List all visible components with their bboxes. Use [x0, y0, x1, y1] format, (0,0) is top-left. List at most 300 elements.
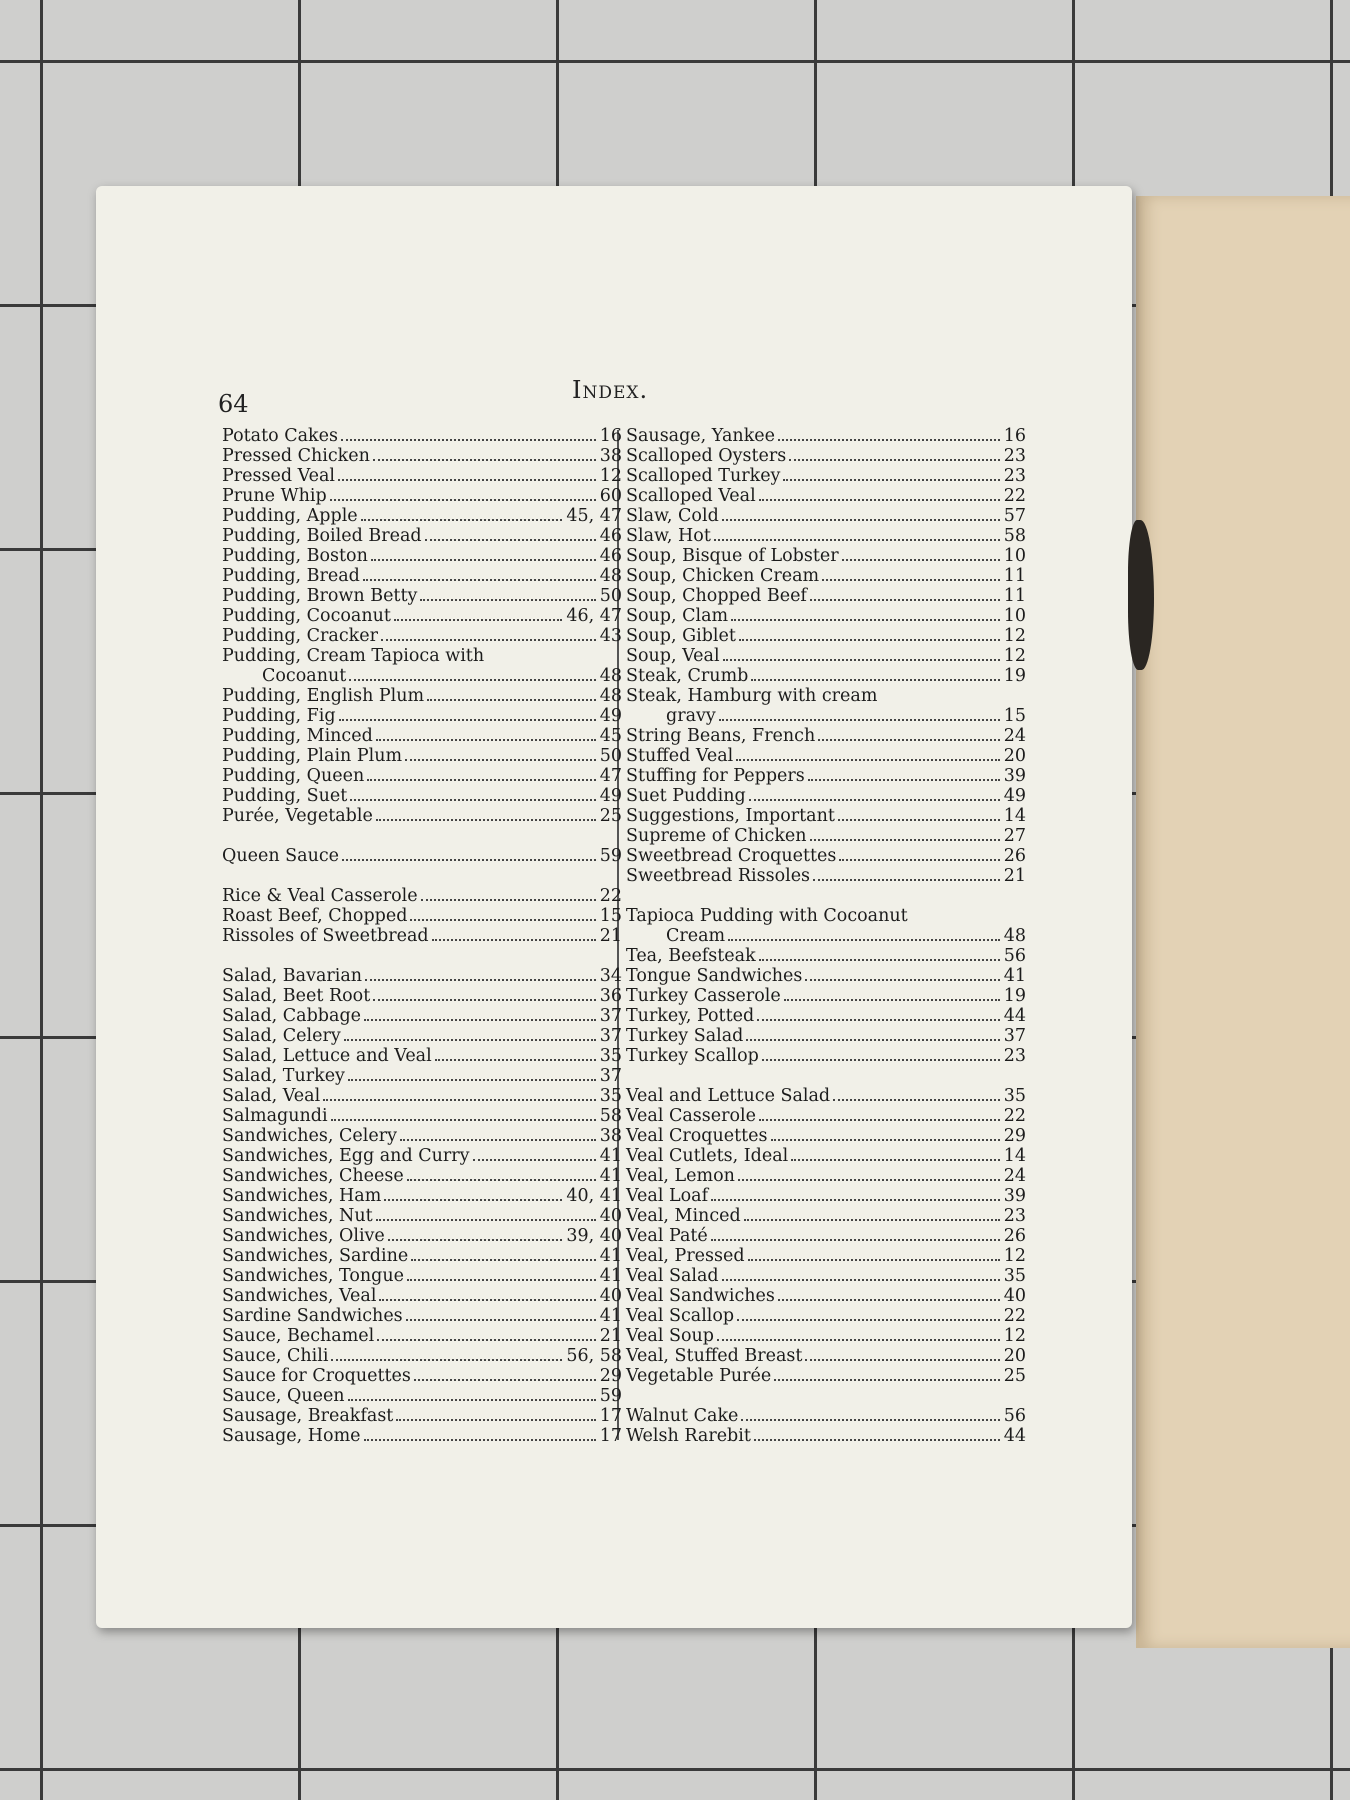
book-page — [96, 186, 1132, 1628]
index-entry-page: 60 — [599, 486, 622, 506]
index-entry-label: Veal Croquettes — [626, 1126, 768, 1146]
index-entry-label: Veal, Minced — [626, 1206, 741, 1226]
index-entry-page: 22 — [1003, 1306, 1026, 1326]
index-entry — [626, 686, 1026, 706]
index-entry-page: 48 — [599, 566, 622, 586]
index-entry-page: 38 — [599, 446, 622, 466]
index-entry-page: 10 — [1003, 546, 1026, 566]
index-entry — [626, 646, 1026, 666]
index-entry — [222, 566, 622, 586]
leader-dots — [722, 1279, 1000, 1281]
index-entry-label: Salad, Veal — [222, 1086, 321, 1106]
index-entry — [626, 1086, 1026, 1106]
index-entry-page: 35 — [599, 1046, 622, 1066]
leader-dots — [739, 639, 1000, 641]
index-entry-page: 12 — [1003, 646, 1026, 666]
leader-dots — [711, 1239, 1000, 1241]
index-entry-page: 47 — [599, 766, 622, 786]
index-entry-page: 20 — [1003, 1346, 1026, 1366]
index-entry — [626, 586, 1026, 606]
index-entry-page: 46 — [599, 526, 622, 546]
index-entry-label: Pudding, Brown Betty — [222, 586, 418, 606]
leader-dots — [751, 679, 999, 681]
index-entry-page: 49 — [599, 706, 622, 726]
index-entry-page: 21 — [1003, 866, 1026, 886]
index-entry — [626, 426, 1026, 446]
leader-dots — [341, 439, 596, 441]
index-entry-page: 39, 40 — [566, 1226, 622, 1246]
index-entry — [222, 926, 622, 946]
index-entry — [222, 706, 622, 726]
index-entry — [222, 1406, 622, 1426]
page-number: 64 — [218, 390, 249, 418]
index-entry-label: Veal, Stuffed Breast — [626, 1346, 803, 1366]
index-entry-page: 41 — [599, 1246, 622, 1266]
index-entry-label: Salad, Cabbage — [222, 1006, 362, 1026]
page-tear — [1128, 520, 1154, 670]
index-entry — [222, 426, 622, 446]
index-entry-page: 56 — [1003, 946, 1026, 966]
index-entry-page: 48 — [599, 686, 622, 706]
leader-dots — [771, 1139, 1000, 1141]
index-entry-page: 45 — [599, 726, 622, 746]
index-entry-label: Soup, Veal — [626, 646, 720, 666]
index-entry-page: 50 — [599, 746, 622, 766]
index-entry — [222, 1346, 622, 1366]
index-entry-page: 26 — [1003, 1226, 1026, 1246]
index-entry — [222, 846, 622, 866]
leader-dots — [759, 499, 1000, 501]
index-entry-label: Roast Beef, Chopped — [222, 906, 408, 926]
leader-dots — [810, 599, 1000, 601]
index-entry — [626, 1206, 1026, 1226]
index-entry-page: 10 — [1003, 606, 1026, 626]
leader-dots — [789, 459, 999, 461]
leader-dots — [741, 1419, 999, 1421]
index-entry-label: Sandwiches, Tongue — [222, 1266, 404, 1286]
leader-dots — [361, 519, 563, 521]
leader-dots — [808, 779, 1000, 781]
index-entry-label: Steak, Crumb — [626, 666, 749, 686]
index-entry-label: Salad, Beet Root — [222, 986, 371, 1006]
index-entry — [626, 1266, 1026, 1286]
index-entry — [626, 1246, 1026, 1266]
index-entry-label: Soup, Clam — [626, 606, 729, 626]
index-column-left — [222, 426, 622, 1446]
index-entry-page: 21 — [599, 1326, 622, 1346]
leader-dots — [719, 719, 1000, 721]
index-entry-label: Pudding, Cream Tapioca with — [222, 646, 485, 666]
index-entry-label: Sandwiches, Sardine — [222, 1246, 409, 1266]
index-entry-page: 35 — [1003, 1266, 1026, 1286]
index-entry-label: Sweetbread Croquettes — [626, 846, 837, 866]
index-entry — [626, 546, 1026, 566]
index-entry-label: Soup, Chicken Cream — [626, 566, 820, 586]
index-entry-label: Sauce for Croquettes — [222, 1366, 411, 1386]
page-title: Index. — [572, 376, 649, 404]
index-entry-label: Scalloped Veal — [626, 486, 756, 506]
index-entry — [626, 1326, 1026, 1346]
index-entry — [626, 986, 1026, 1006]
index-entry — [222, 1206, 622, 1226]
index-entry-label: Sandwiches, Egg and Curry — [222, 1146, 470, 1166]
index-entry — [222, 786, 622, 806]
leader-dots — [759, 959, 1000, 961]
index-entry — [626, 966, 1026, 986]
index-entry-label: Salad, Bavarian — [222, 966, 363, 986]
index-entry-label: Sardine Sandwiches — [222, 1306, 403, 1326]
index-entry-label: Cocoanut — [262, 666, 347, 686]
leader-dots — [738, 1179, 1000, 1181]
index-entry-page: 49 — [1003, 786, 1026, 806]
index-entry-page: 41 — [1003, 966, 1026, 986]
index-entry-label: Soup, Bisque of Lobster — [626, 546, 839, 566]
index-entry-page: 38 — [599, 1126, 622, 1146]
index-entry-page: 29 — [599, 1366, 622, 1386]
leader-dots — [822, 579, 1000, 581]
index-entry — [626, 1426, 1026, 1446]
index-entry-page: 37 — [599, 1066, 622, 1086]
leader-dots — [818, 739, 999, 741]
index-entry — [222, 746, 622, 766]
index-entry — [222, 906, 622, 926]
leader-dots — [749, 799, 1000, 801]
index-entry — [626, 1106, 1026, 1126]
index-entry-label: Pudding, Boiled Bread — [222, 526, 422, 546]
index-entry — [626, 626, 1026, 646]
index-entry — [222, 1126, 622, 1146]
index-entry-label: Veal, Pressed — [626, 1246, 745, 1266]
index-entry-label: Veal Soup — [626, 1326, 714, 1346]
index-entry-label: Sauce, Queen — [222, 1386, 345, 1406]
leader-dots — [371, 559, 596, 561]
index-entry-page: 15 — [1003, 706, 1026, 726]
index-entry-label: Veal Sandwiches — [626, 1286, 775, 1306]
leader-dots — [748, 1259, 1000, 1261]
index-entry-page: 19 — [1003, 666, 1026, 686]
index-entry-page: 11 — [1003, 586, 1026, 606]
index-entry-label: Sandwiches, Cheese — [222, 1166, 404, 1186]
leader-dots — [810, 839, 1000, 841]
index-entry-label: Rice & Veal Casserole — [222, 886, 418, 906]
index-entry — [222, 1306, 622, 1326]
index-entry-label: Sandwiches, Olive — [222, 1226, 385, 1246]
index-entry — [626, 1406, 1026, 1426]
index-entry — [222, 1166, 622, 1186]
index-entry — [222, 546, 622, 566]
index-entry — [626, 1126, 1026, 1146]
index-entry-page: 12 — [1003, 1326, 1026, 1346]
leader-dots — [331, 1359, 562, 1361]
index-entry-label: Sandwiches, Celery — [222, 1126, 397, 1146]
leader-dots — [365, 979, 596, 981]
index-column-right — [626, 426, 1026, 1446]
index-entry-label: Veal, Lemon — [626, 1166, 735, 1186]
index-entry-label: Stuffing for Peppers — [626, 766, 805, 786]
index-entry-label: Soup, Giblet — [626, 626, 736, 646]
index-entry-page: 26 — [1003, 846, 1026, 866]
index-entry-page: 12 — [1003, 626, 1026, 646]
leader-dots — [783, 479, 999, 481]
leader-dots — [364, 1439, 596, 1441]
leader-dots — [373, 459, 596, 461]
index-entry — [222, 1266, 622, 1286]
leader-dots — [323, 1099, 596, 1101]
index-entry — [626, 606, 1026, 626]
index-entry — [222, 466, 622, 486]
index-entry — [222, 1286, 622, 1306]
index-entry-label: Pudding, English Plum — [222, 686, 425, 706]
leader-dots — [427, 699, 596, 701]
index-entry-page: 58 — [1003, 526, 1026, 546]
index-entry-page: 40, 41 — [566, 1186, 622, 1206]
index-entry-page: 12 — [599, 466, 622, 486]
index-entry — [222, 1186, 622, 1206]
index-entry-page: 46 — [599, 546, 622, 566]
index-entry-page: 44 — [1003, 1426, 1026, 1446]
leader-dots — [367, 779, 595, 781]
leader-dots — [425, 539, 596, 541]
leader-dots — [833, 1099, 1000, 1101]
index-entry-page: 22 — [1003, 486, 1026, 506]
index-entry — [626, 446, 1026, 466]
index-entry-label: Tapioca Pudding with Cocoanut — [626, 906, 908, 926]
index-entry-page: 35 — [1003, 1086, 1026, 1106]
index-entry-page: 15 — [599, 906, 622, 926]
index-entry — [626, 906, 1026, 926]
leader-dots — [339, 719, 596, 721]
leader-dots — [384, 1199, 562, 1201]
index-entry — [222, 1086, 622, 1106]
index-entry — [222, 686, 622, 706]
index-entry-page: 36 — [599, 986, 622, 1006]
index-entry-label: Purée, Vegetable — [222, 806, 373, 826]
index-entry — [626, 866, 1026, 886]
index-entry-page: 40 — [599, 1206, 622, 1226]
index-entry — [222, 806, 622, 826]
leader-dots — [432, 939, 596, 941]
index-entry-page: 50 — [599, 586, 622, 606]
index-entry-label: Salad, Celery — [222, 1026, 341, 1046]
leader-dots — [381, 639, 596, 641]
index-entry-label: Pudding, Boston — [222, 546, 368, 566]
leader-dots — [349, 679, 595, 681]
index-entry — [222, 646, 622, 666]
index-entry — [626, 1146, 1026, 1166]
leader-dots — [736, 759, 999, 761]
index-entry-label: Turkey Casserole — [626, 986, 781, 1006]
index-entry-label: String Beans, French — [626, 726, 816, 746]
index-entry — [626, 1006, 1026, 1026]
index-entry-label: Steak, Hamburg with cream — [626, 686, 878, 706]
index-entry — [222, 966, 622, 986]
index-entry-label: Pudding, Fig — [222, 706, 336, 726]
index-entry-label: Veal Loaf — [626, 1186, 709, 1206]
index-entry-page: 41 — [599, 1166, 622, 1186]
index-entry-page: 24 — [1003, 1166, 1026, 1186]
index-entry-page: 37 — [599, 1006, 622, 1026]
index-entry — [626, 946, 1026, 966]
index-entry-page: 24 — [1003, 726, 1026, 746]
leader-dots — [723, 659, 1000, 661]
index-entry-label: Veal Salad — [626, 1266, 719, 1286]
index-entry — [626, 1166, 1026, 1186]
index-entry-label: Pressed Chicken — [222, 446, 370, 466]
leader-dots — [331, 1119, 596, 1121]
leader-dots — [711, 1199, 1000, 1201]
index-entry-label: Salad, Lettuce and Veal — [222, 1046, 432, 1066]
leader-dots — [731, 619, 1000, 621]
leader-dots — [805, 979, 999, 981]
leader-dots — [754, 1439, 1000, 1441]
index-entry — [222, 1006, 622, 1026]
index-entry-page: 40 — [599, 1286, 622, 1306]
index-entry-label: Sausage, Breakfast — [222, 1406, 394, 1426]
index-entry-label: Slaw, Hot — [626, 526, 711, 546]
index-entry-page: 23 — [1003, 446, 1026, 466]
leader-dots — [376, 739, 596, 741]
index-entry-page: 39 — [1003, 766, 1026, 786]
leader-dots — [420, 599, 595, 601]
index-entry-page: 41 — [599, 1266, 622, 1286]
index-entry-page: 16 — [1003, 426, 1026, 446]
index-entry-label: Sausage, Yankee — [626, 426, 776, 446]
index-entry-page: 48 — [1003, 926, 1026, 946]
leader-dots — [744, 1219, 1000, 1221]
leader-dots — [388, 1239, 563, 1241]
index-entry — [222, 1026, 622, 1046]
leader-dots — [396, 1419, 595, 1421]
index-entry-label: Sauce, Chili — [222, 1346, 329, 1366]
index-entry-label: Sweetbread Rissoles — [626, 866, 811, 886]
index-entry-label: Pudding, Bread — [222, 566, 360, 586]
leader-dots — [348, 1079, 596, 1081]
index-entry-page: 23 — [1003, 1206, 1026, 1226]
index-entry-page: 16 — [599, 426, 622, 446]
leader-dots — [473, 1159, 596, 1161]
index-entry — [222, 1426, 622, 1446]
index-entry — [222, 446, 622, 466]
index-entry — [222, 1226, 622, 1246]
index-entry-page: 20 — [1003, 746, 1026, 766]
leader-dots — [717, 1339, 1000, 1341]
index-entry — [626, 1306, 1026, 1326]
index-entry-page: 22 — [1003, 1106, 1026, 1126]
index-entry-page: 45, 47 — [566, 506, 622, 526]
index-entry — [222, 1066, 622, 1086]
index-entry-page: 14 — [1003, 1146, 1026, 1166]
leader-dots — [746, 1039, 999, 1041]
leader-dots — [410, 919, 595, 921]
leader-dots — [342, 859, 596, 861]
index-entry-label: Veal Casserole — [626, 1106, 756, 1126]
leader-dots — [330, 499, 596, 501]
index-entry — [222, 726, 622, 746]
index-entry — [626, 786, 1026, 806]
index-entry-label: Pudding, Apple — [222, 506, 358, 526]
leader-dots — [338, 479, 596, 481]
index-entry-label: Queen Sauce — [222, 846, 340, 866]
index-entry-page: 19 — [1003, 986, 1026, 1006]
index-entry-label: Sausage, Home — [222, 1426, 361, 1446]
leader-dots — [778, 1299, 1000, 1301]
index-entry-label: gravy — [666, 706, 716, 726]
index-entry — [626, 726, 1026, 746]
index-entry-label: Pudding, Cracker — [222, 626, 378, 646]
index-entry — [626, 1366, 1026, 1386]
index-entry-page: 40 — [1003, 1286, 1026, 1306]
index-entry-page: 35 — [599, 1086, 622, 1106]
leader-dots — [405, 759, 596, 761]
index-entry — [626, 1026, 1026, 1046]
index-entry-label: Stuffed Veal — [626, 746, 734, 766]
leader-dots — [421, 899, 596, 901]
leader-dots — [762, 1059, 1000, 1061]
index-entry — [222, 766, 622, 786]
index-entry — [626, 526, 1026, 546]
leader-dots — [407, 1179, 596, 1181]
leader-dots — [791, 1159, 999, 1161]
leader-dots — [411, 1259, 595, 1261]
index-entry-page: 57 — [1003, 506, 1026, 526]
leader-dots — [376, 819, 596, 821]
index-entry-page: 46, 47 — [566, 606, 622, 626]
index-entry-label: Soup, Chopped Beef — [626, 586, 807, 606]
leader-dots — [839, 859, 999, 861]
leader-dots — [728, 939, 1000, 941]
index-entry-page: 48 — [599, 666, 622, 686]
leader-dots — [813, 879, 1000, 881]
index-entry-page: 56 — [1003, 1406, 1026, 1426]
index-entry-page: 21 — [599, 926, 622, 946]
index-entry-label: Scalloped Turkey — [626, 466, 781, 486]
leader-dots — [376, 1219, 596, 1221]
index-entry — [626, 486, 1026, 506]
index-entry-label: Sandwiches, Nut — [222, 1206, 373, 1226]
index-entry-page: 34 — [599, 966, 622, 986]
leader-dots — [377, 1339, 595, 1341]
index-entry-page: 14 — [1003, 806, 1026, 826]
leader-dots — [364, 1019, 596, 1021]
index-entry — [222, 1246, 622, 1266]
index-entry-page: 43 — [599, 626, 622, 646]
index-entry-label: Pressed Veal — [222, 466, 335, 486]
leader-dots — [400, 1139, 596, 1141]
index-entry-label: Pudding, Minced — [222, 726, 373, 746]
index-entry — [222, 886, 622, 906]
index-entry-page: 17 — [599, 1426, 622, 1446]
index-entry — [626, 566, 1026, 586]
index-entry-label: Pudding, Suet — [222, 786, 348, 806]
index-entry-page: 27 — [1003, 826, 1026, 846]
index-entry-label: Sandwiches, Veal — [222, 1286, 377, 1306]
index-entry-page: 56, 58 — [566, 1346, 622, 1366]
index-entry-page: 44 — [1003, 1006, 1026, 1026]
index-entry-label: Veal Cutlets, Ideal — [626, 1146, 789, 1166]
index-entry-label: Pudding, Queen — [222, 766, 365, 786]
index-entry — [626, 466, 1026, 486]
leader-dots — [842, 559, 1000, 561]
index-entry — [222, 1106, 622, 1126]
index-entry — [222, 486, 622, 506]
index-entry — [222, 606, 622, 626]
index-entry-label: Tongue Sandwiches — [626, 966, 803, 986]
back-cover-page — [1136, 196, 1350, 1648]
leader-dots — [350, 799, 595, 801]
leader-dots — [407, 1279, 596, 1281]
index-entry — [626, 706, 1026, 726]
index-entry — [626, 846, 1026, 866]
